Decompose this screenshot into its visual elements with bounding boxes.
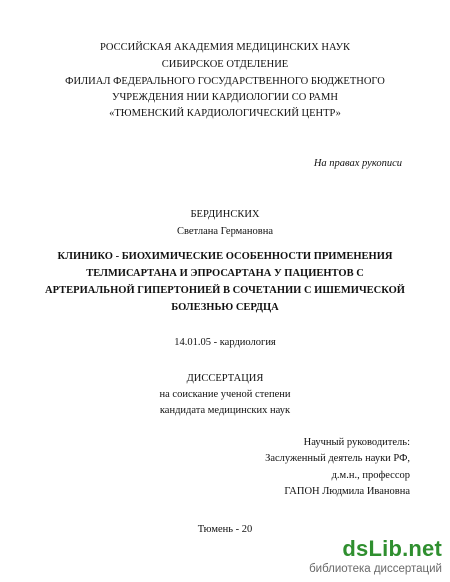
degree-line-1: на соискание ученой степени xyxy=(159,389,291,400)
degree-line-2: кандидата медицинских наук xyxy=(159,405,291,416)
thesis-title-line-4: БОЛЕЗНЬЮ СЕРДЦА xyxy=(171,302,279,313)
supervisor-name: ГАПОН Людмила Ивановна xyxy=(284,486,410,497)
supervisor-label: Научный руководитель: xyxy=(303,437,410,448)
degree-type: ДИССЕРТАЦИЯ xyxy=(186,373,264,384)
watermark-logo[interactable] xyxy=(342,536,442,562)
author-surname: БЕРДИНСКИХ xyxy=(190,209,260,220)
watermark[interactable] xyxy=(292,536,442,578)
institution-line-5: «ТЮМЕНСКИЙ КАРДИОЛОГИЧЕСКИЙ ЦЕНТР» xyxy=(109,108,341,119)
thesis-title-line-3: АРТЕРИАЛЬНОЙ ГИПЕРТОНИЕЙ В СОЧЕТАНИИ С ИШЕМИЧЕСКОЙ xyxy=(45,285,405,296)
rights-note: На правах рукописи xyxy=(313,158,402,169)
institution-line-1: РОССИЙСКАЯ АКАДЕМИЯ МЕДИЦИНСКИХ НАУК xyxy=(99,42,351,53)
institution-line-2: СИБИРСКОЕ ОТДЕЛЕНИЕ xyxy=(161,59,289,70)
thesis-title-line-1: КЛИНИКО - БИОХИМИЧЕСКИЕ ОСОБЕННОСТИ ПРИМЕНЕНИЯ xyxy=(57,251,393,262)
supervisor-title-2: д.м.н., профессор xyxy=(331,470,410,481)
specialty-code: 14.01.05 - кардиология xyxy=(174,337,276,348)
watermark-subtitle: библиотека диссертаций xyxy=(309,563,442,575)
institution-line-4: УЧРЕЖДЕНИЯ НИИ КАРДИОЛОГИИ СО РАМН xyxy=(112,92,338,103)
city-year: Тюмень - 20 xyxy=(197,524,253,535)
thesis-title-line-2: ТЕЛМИСАРТАНА И ЭПРОСАРТАНА У ПАЦИЕНТОВ С xyxy=(86,268,364,279)
institution-line-3: ФИЛИАЛ ФЕДЕРАЛЬНОГО ГОСУДАРСТВЕННОГО БЮДЖЕТНОГО xyxy=(65,76,385,87)
author-name: Светлана Германовна xyxy=(176,226,274,237)
watermark-logo-text: dsLib.net xyxy=(342,536,442,561)
supervisor-title-1: Заслуженный деятель науки РФ, xyxy=(265,453,410,464)
